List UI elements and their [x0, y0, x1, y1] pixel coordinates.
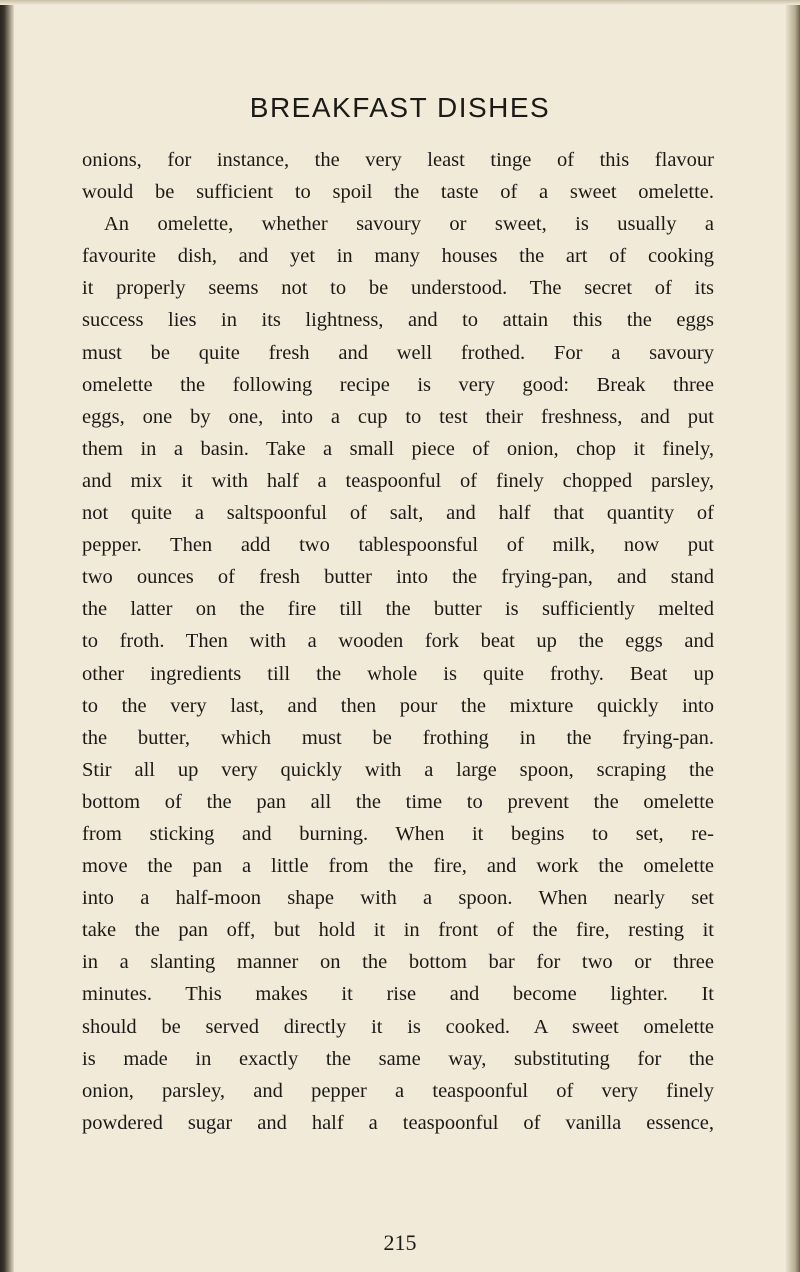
- page-edge-shadow: [786, 0, 800, 1272]
- text-line: powdered sugar and half a teaspoonful of vanilla essence,: [82, 1111, 714, 1134]
- text-line: Stir all up very quickly with a large spoon, scraping the: [82, 758, 714, 781]
- text-line: to froth. Then with a wooden fork beat up the eggs and: [82, 630, 714, 653]
- running-title: BREAKFAST DISHES: [249, 92, 551, 123]
- text-line: not quite a saltspoonful of salt, and half that quantity of: [82, 502, 714, 525]
- text-line: is made in exactly the same way, substituting for the: [82, 1047, 714, 1070]
- text-line: the butter, which must be frothing in the frying-pan.: [82, 726, 714, 749]
- text-line: take the pan off, but hold it in front of the fire, resting it: [82, 919, 714, 942]
- page-gutter-shadow: [0, 0, 14, 1272]
- text-line: other ingredients till the whole is quite frothy. Beat up: [82, 662, 714, 685]
- text-line: must be quite fresh and well frothed. For a savoury: [82, 341, 714, 364]
- text-line: favourite dish, and yet in many houses the art of cooking: [82, 245, 714, 268]
- page-top-edge: [0, 0, 800, 5]
- text-line: it properly seems not to be understood. The secret of its: [82, 277, 714, 300]
- text-line: onion, parsley, and pepper a teaspoonful of very finely: [82, 1079, 714, 1102]
- text-line: minutes. This makes it rise and become lighter. It: [82, 983, 714, 1006]
- text-line: success lies in its lightness, and to attain this the eggs: [82, 309, 714, 332]
- text-line: from sticking and burning. When it begins to set, re-: [82, 822, 714, 845]
- text-line: move the pan a little from the fire, and work the omelette: [82, 855, 714, 878]
- text-line: the latter on the fire till the butter is sufficiently melted: [82, 598, 714, 621]
- text-line: onions, for instance, the very least tinge of this flavour: [82, 149, 714, 171]
- text-line: eggs, one by one, into a cup to test their freshness, and put: [82, 405, 714, 428]
- text-line: would be sufficient to spoil the taste of a sweet omelette.: [82, 181, 714, 204]
- text-line: omelette the following recipe is very good: Break three: [82, 373, 714, 396]
- text-line: into a half-moon shape with a spoon. When nearly set: [82, 887, 714, 910]
- paragraph-start-line: An omelette, whether savoury or sweet, is usually a: [104, 213, 714, 236]
- text-line: them in a basin. Take a small piece of onion, chop it finely,: [82, 437, 714, 460]
- text-line: two ounces of fresh butter into the frying-pan, and stand: [82, 566, 714, 589]
- text-line: bottom of the pan all the time to prevent the omelette: [82, 790, 714, 813]
- text-line: to the very last, and then pour the mixture quickly into: [82, 694, 714, 717]
- text-line: in a slanting manner on the bottom bar for two or three: [82, 951, 714, 974]
- text-line: pepper. Then add two tablespoonsful of milk, now put: [82, 534, 714, 557]
- text-line: and mix it with half a teaspoonful of finely chopped parsley,: [82, 469, 714, 492]
- body-text: [82, 144, 714, 1139]
- text-line: should be served directly it is cooked. A sweet omelette: [82, 1015, 714, 1038]
- page-number: 215: [383, 1230, 417, 1255]
